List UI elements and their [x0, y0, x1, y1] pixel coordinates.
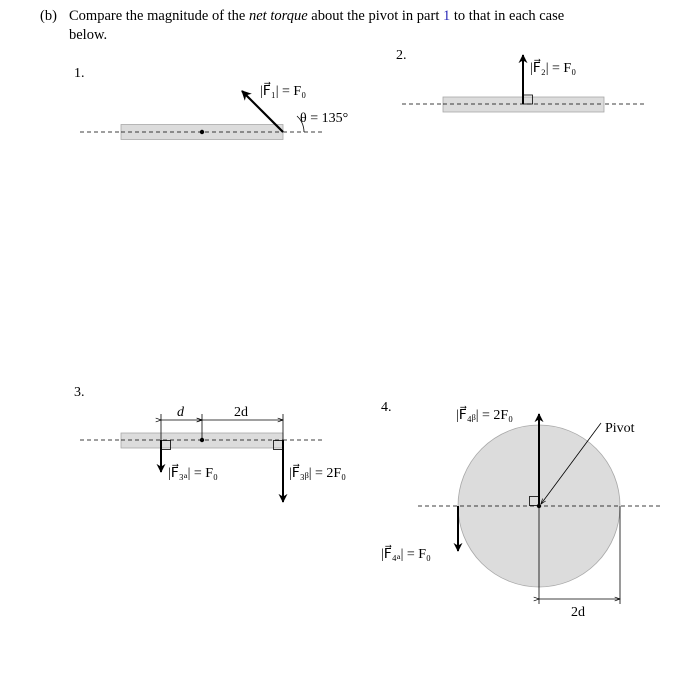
case-3-force-a-label: |F⃗₃ₐ| = F₀ — [168, 466, 218, 481]
case-2-number: 2. — [396, 48, 407, 63]
question-text-after: to that in each case — [450, 8, 565, 24]
case-2-diagram — [396, 48, 645, 112]
part-reference-link[interactable]: 1 — [442, 8, 451, 24]
question-emphasis: net torque — [249, 8, 308, 24]
case-3-dim-2d-label: 2d — [234, 405, 248, 420]
case-2-force-label: |F⃗₂| = F₀ — [530, 61, 577, 76]
case-3-force-b-label: |F⃗₃ᵦ| = 2F₀ — [289, 466, 347, 481]
case-4-pivot — [537, 504, 541, 508]
question-text-middle: about the pivot in part — [307, 8, 443, 24]
case-1-force-label: |F⃗₁| = F₀ — [260, 84, 307, 99]
case-3-diagram — [74, 385, 346, 502]
case-4-force-a-label: |F⃗₄ₐ| = F₀ — [381, 547, 431, 562]
case-1-number: 1. — [74, 66, 85, 81]
case-1-pivot — [200, 130, 204, 134]
case-4-diagram — [381, 400, 660, 620]
case-4-dim-2d-label: 2d — [571, 605, 585, 620]
question-label: (b) — [40, 8, 57, 24]
question-line-2: below. — [69, 27, 108, 43]
case-4-pivot-label: Pivot — [605, 421, 635, 436]
question-text-before: Compare the magnitude of the — [69, 8, 249, 24]
case-3-dim-d-label: d — [177, 405, 184, 420]
case-4-force-b-label: |F⃗₄ᵦ| = 2F₀ — [456, 408, 514, 423]
case-3-number: 3. — [74, 385, 85, 400]
case-4-number: 4. — [381, 400, 392, 415]
case-1-diagram — [74, 66, 348, 140]
case-1-angle-label: θ = 135° — [300, 111, 349, 126]
